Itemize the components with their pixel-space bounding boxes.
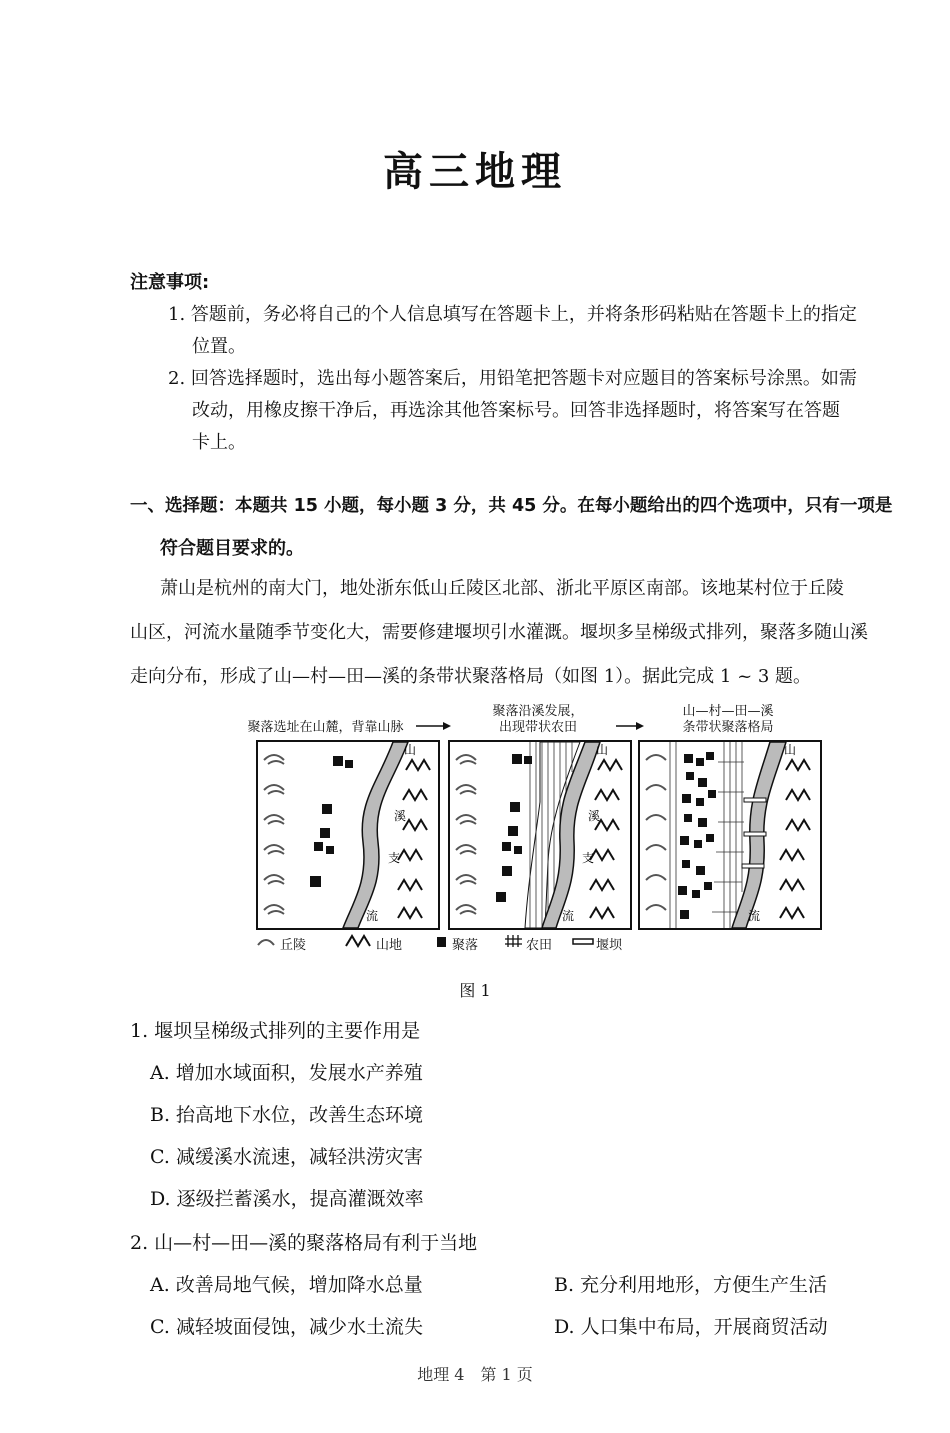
passage-line-1: 萧山是杭州的南大门，地处浙东低山丘陵区北部、浙北平原区南部。该地某村位于丘陵 bbox=[160, 578, 844, 599]
legend-farmland-icon bbox=[504, 934, 524, 948]
caption-stage-2: 聚落沿溪发展， 出现带状农田 bbox=[492, 704, 584, 735]
stream bbox=[343, 742, 408, 928]
question-1-option-b: B. 抬高地下水位，改善生态环境 bbox=[150, 1104, 424, 1126]
notice-line-1: 1. 答题前，务必将自己的个人信息填写在答题卡上，并将条形码粘贴在答题卡上的指定 bbox=[168, 304, 857, 325]
label-xi: 溪 bbox=[394, 809, 407, 823]
legend-weir: 堰坝 bbox=[596, 938, 623, 953]
svg-text:山: 山 bbox=[596, 743, 609, 757]
panel-stage-1 bbox=[256, 740, 440, 930]
legend-hills: 丘陵 bbox=[280, 938, 307, 953]
svg-text:支: 支 bbox=[582, 851, 595, 865]
question-1-option-a: A. 增加水域面积，发展水产养殖 bbox=[150, 1062, 423, 1084]
section-heading: 一、选择题：本题共 15 小题，每小题 3 分，共 45 分。在每小题给出的四个选项中，只有一项是 bbox=[130, 496, 893, 516]
notice-line-5: 卡上。 bbox=[192, 432, 246, 453]
panel-stage-3 bbox=[638, 740, 822, 930]
legend-mountain: 山地 bbox=[376, 938, 403, 953]
svg-text:溪: 溪 bbox=[588, 809, 601, 823]
label-shan: 山 bbox=[404, 743, 417, 757]
caption-stage-3: 山—村—田—溪 条带状聚落格局 bbox=[682, 704, 774, 735]
question-1-option-d: D. 逐级拦蓄溪水，提高灌溉效率 bbox=[150, 1188, 424, 1210]
notice-heading: 注意事项: bbox=[130, 272, 210, 293]
figure-1 bbox=[238, 700, 828, 962]
section-heading-cont: 符合题目要求的。 bbox=[160, 538, 304, 559]
panel-stage-2 bbox=[448, 740, 632, 930]
question-2-option-d: D. 人口集中布局，开展商贸活动 bbox=[554, 1316, 828, 1338]
question-2-option-c: C. 减轻坡面侵蚀，减少水土流失 bbox=[150, 1316, 423, 1338]
svg-text:流: 流 bbox=[562, 909, 575, 923]
label-liu: 流 bbox=[366, 909, 379, 923]
hills-group bbox=[264, 755, 284, 914]
legend-hills-icon bbox=[256, 934, 276, 948]
question-2-stem: 2. 山—村—田—溪的聚落格局有利于当地 bbox=[130, 1232, 478, 1254]
legend-farmland: 农田 bbox=[526, 938, 553, 953]
stage-arrows bbox=[238, 700, 828, 740]
passage-line-2: 山区，河流水量随季节变化大，需要修建堰坝引水灌溉。堰坝多呈梯级式排列，聚落多随山溪 bbox=[130, 622, 868, 643]
question-2-option-a: A. 改善局地气候，增加降水总量 bbox=[150, 1274, 423, 1296]
question-1-stem: 1. 堰坝呈梯级式排列的主要作用是 bbox=[130, 1020, 421, 1042]
notice-line-4: 改动，用橡皮擦干净后，再选涂其他答案标号。回答非选择题时，将答案写在答题 bbox=[192, 400, 840, 421]
question-1-option-c: C. 减缓溪水流速，减轻洪涝灾害 bbox=[150, 1146, 423, 1168]
page-footer: 地理 4 第 1 页 bbox=[417, 1365, 533, 1384]
notice-line-3: 2. 回答选择题时，选出每小题答案后，用铅笔把答题卡对应题目的答案标号涂黑。如需 bbox=[168, 368, 857, 389]
caption-stage-1: 聚落选址在山麓，背靠山脉 bbox=[247, 720, 404, 735]
figure-number: 图 1 bbox=[459, 981, 491, 1000]
svg-text:流: 流 bbox=[748, 909, 761, 923]
legend-weir-icon bbox=[572, 936, 594, 948]
legend-settlement-icon bbox=[436, 936, 448, 948]
question-2-option-b: B. 充分利用地形，方便生产生活 bbox=[554, 1274, 828, 1296]
passage-line-3: 走向分布，形成了山—村—田—溪的条带状聚落格局（如图 1）。据此完成 1 ~ 3 题。 bbox=[130, 666, 812, 687]
legend-settlement: 聚落 bbox=[452, 938, 479, 953]
mountains bbox=[398, 760, 430, 918]
svg-text:山: 山 bbox=[784, 743, 797, 757]
label-zhi: 支 bbox=[388, 851, 401, 865]
settlements bbox=[310, 756, 353, 887]
legend-mountain-icon bbox=[344, 934, 370, 948]
notice-line-2: 位置。 bbox=[192, 336, 246, 357]
exam-title: 高三地理 bbox=[383, 149, 567, 195]
